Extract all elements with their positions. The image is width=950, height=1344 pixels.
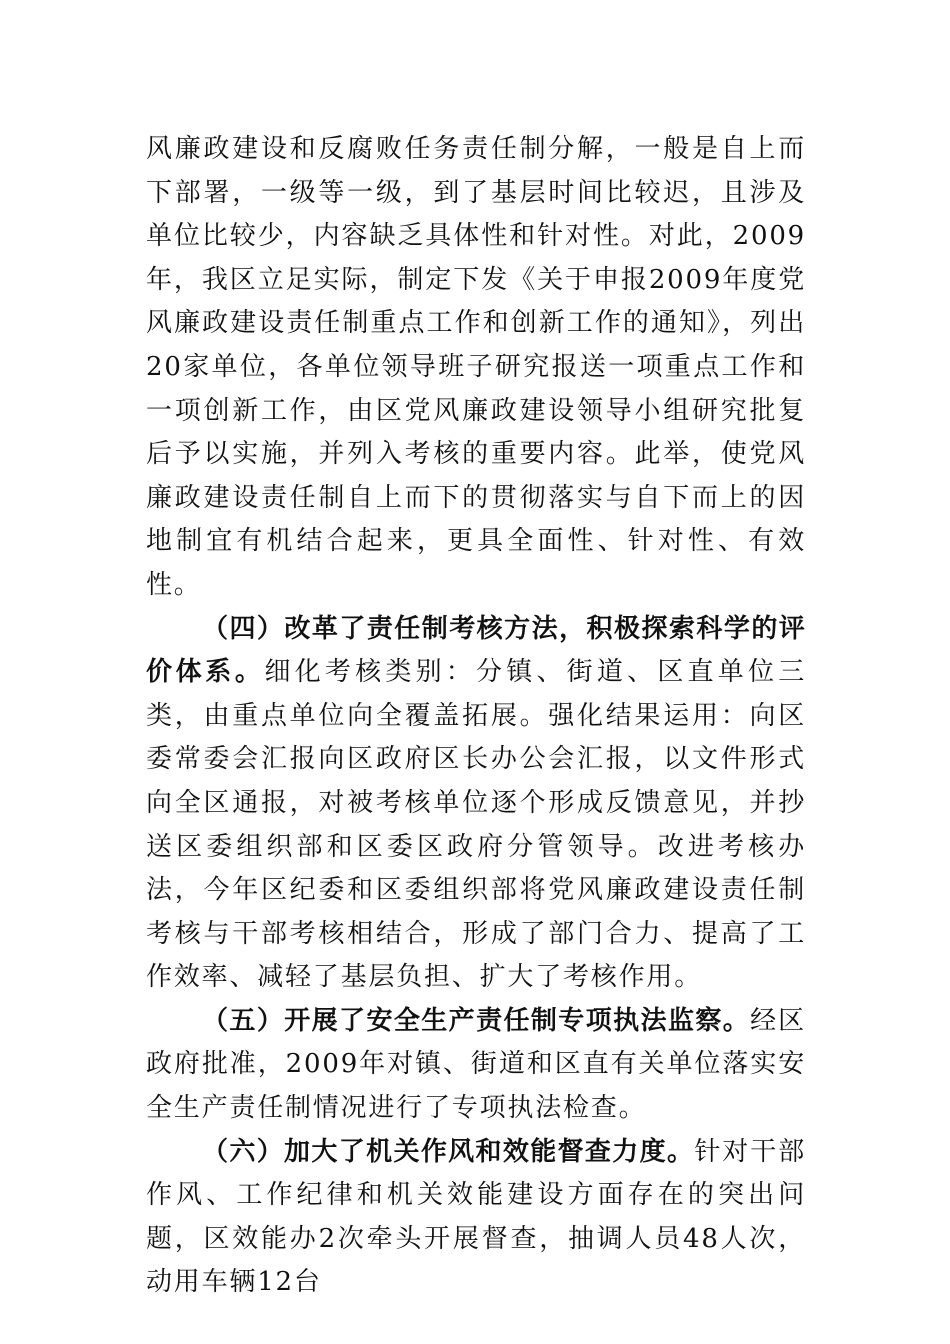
paragraph-section-4 [146, 608, 806, 1000]
paragraph-text: 细化考核类别：分镇、街道、区直单位三类，由重点单位向全覆盖拓展。强化结果运用：向区委常委会汇报向区政府区长办公会汇报，以文件形式向全区通报，对被考核单位逐个形成反馈意见，并抄送区委组织部和区委区政府分管领导。改进考核办法，今年区纪委和区委组织部将党风廉政建设责任制考核与干部考核相结合，形成了部门合力、提高了工作效率、减轻了基层负担、扩大了考核作用。 [146, 657, 806, 993]
paragraph-section-5 [146, 1000, 806, 1131]
section-heading: （六）加大了机关作风和效能督查力度。 [202, 1136, 695, 1167]
section-heading: （四）改革了责任制考核方法，积极探索科学的评价体系。 [146, 613, 806, 688]
paragraph-text: 风廉政建设和反腐败任务责任制分解，一般是自上而下部署，一级等一级，到了基层时间比较迟，且涉及单位比较少，内容缺乏具体性和针对性。对此，2009年，我区立足实际，制定下发《关于申报2009年度党风廉政建设责任制重点工作和创新工作的通知》，列出20家单位，各单位领导班子研究报送一项重点工作和一项创新工作，由区党风廉政建设领导小组研究批复后予以实施，并列入考核的重要内容。此举，使党风廉政建设责任制自上而下的贯彻落实与自下而上的因地制宜有机结合起来，更具全面性、针对性、有效性。 [146, 134, 806, 600]
section-heading: （五）开展了安全生产责任制专项执法监察。 [202, 1005, 751, 1036]
paragraph-continued [146, 128, 806, 608]
document-body [146, 128, 806, 1305]
paragraph-text: 针对干部作风、工作纪律和机关效能建设方面存在的突出问题，区效能办2次牵头开展督查，抽调人员48人次，动用车辆12台 [146, 1136, 806, 1298]
paragraph-text: 经区政府批准，2009年对镇、街道和区直有关单位落实安全生产责任制情况进行了专项执法检查。 [146, 1005, 806, 1124]
paragraph-section-6 [146, 1131, 806, 1305]
